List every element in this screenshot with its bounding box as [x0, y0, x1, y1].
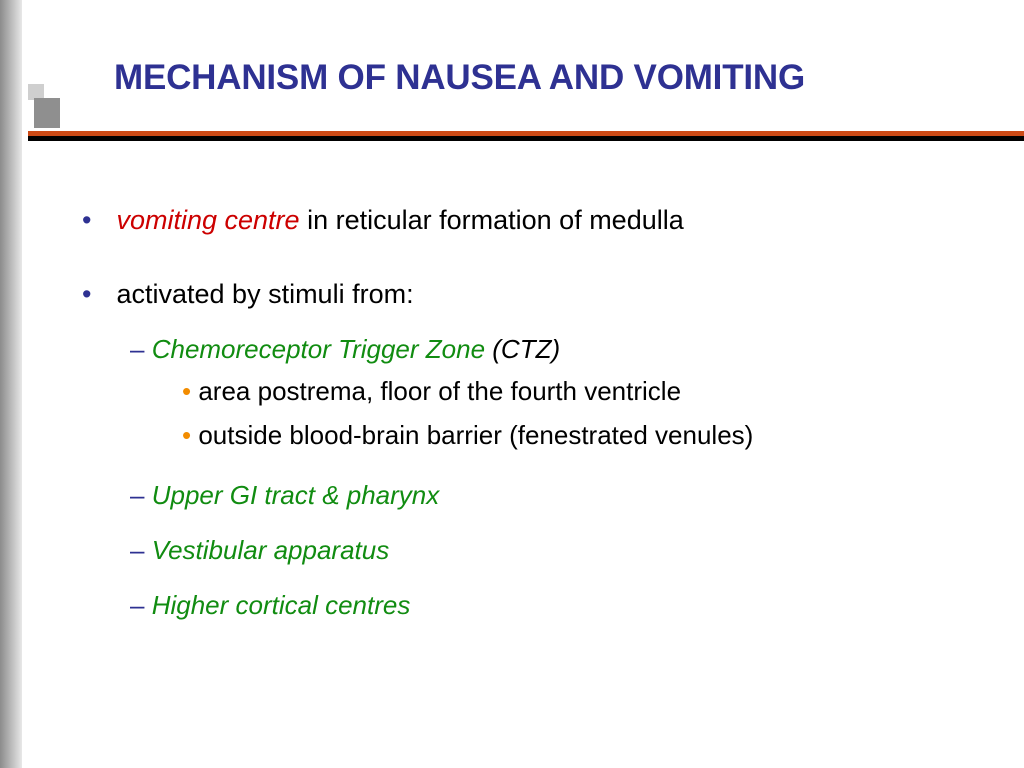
- dash-marker: –: [130, 480, 145, 510]
- sub-item-ctz: [130, 334, 560, 365]
- bullet-activated-by: [82, 279, 414, 310]
- left-gradient-strip: [0, 0, 22, 768]
- ctz-label: Chemoreceptor Trigger Zone: [151, 334, 486, 364]
- dash-marker: –: [130, 590, 145, 620]
- sub-bullet-marker: •: [182, 420, 192, 450]
- sub-item-upper-gi: [130, 480, 439, 511]
- vestibular-label: Vestibular apparatus: [151, 535, 390, 565]
- ctz-point-text: outside blood-brain barrier (fenestrated venules): [198, 420, 754, 450]
- decorative-square-dark: [34, 98, 60, 128]
- ctz-abbreviation: (CTZ): [492, 334, 561, 364]
- sub-item-vestibular: [130, 535, 389, 566]
- sub-item-higher-cortical: [130, 590, 410, 621]
- activated-by-text: activated by stimuli from:: [116, 279, 414, 309]
- bullet-marker: •: [82, 205, 92, 235]
- vomiting-centre-emphasis: vomiting centre: [116, 205, 300, 235]
- sub-bullet-marker: •: [182, 376, 192, 406]
- slide-title: MECHANISM OF NAUSEA AND VOMITING: [114, 58, 806, 97]
- higher-cortical-label: Higher cortical centres: [151, 590, 411, 620]
- dash-marker: –: [130, 334, 145, 364]
- ctz-point-text: area postrema, floor of the fourth ventricle: [198, 376, 682, 406]
- dash-marker: –: [130, 535, 145, 565]
- ctz-point-area-postrema: [182, 376, 681, 407]
- vomiting-centre-rest: in reticular formation of medulla: [299, 205, 684, 235]
- ctz-point-bbb: [182, 420, 753, 451]
- bullet-marker: •: [82, 279, 92, 309]
- bullet-vomiting-centre: [82, 205, 684, 236]
- upper-gi-label: Upper GI tract & pharynx: [151, 480, 440, 510]
- title-rule-black: [28, 136, 1024, 141]
